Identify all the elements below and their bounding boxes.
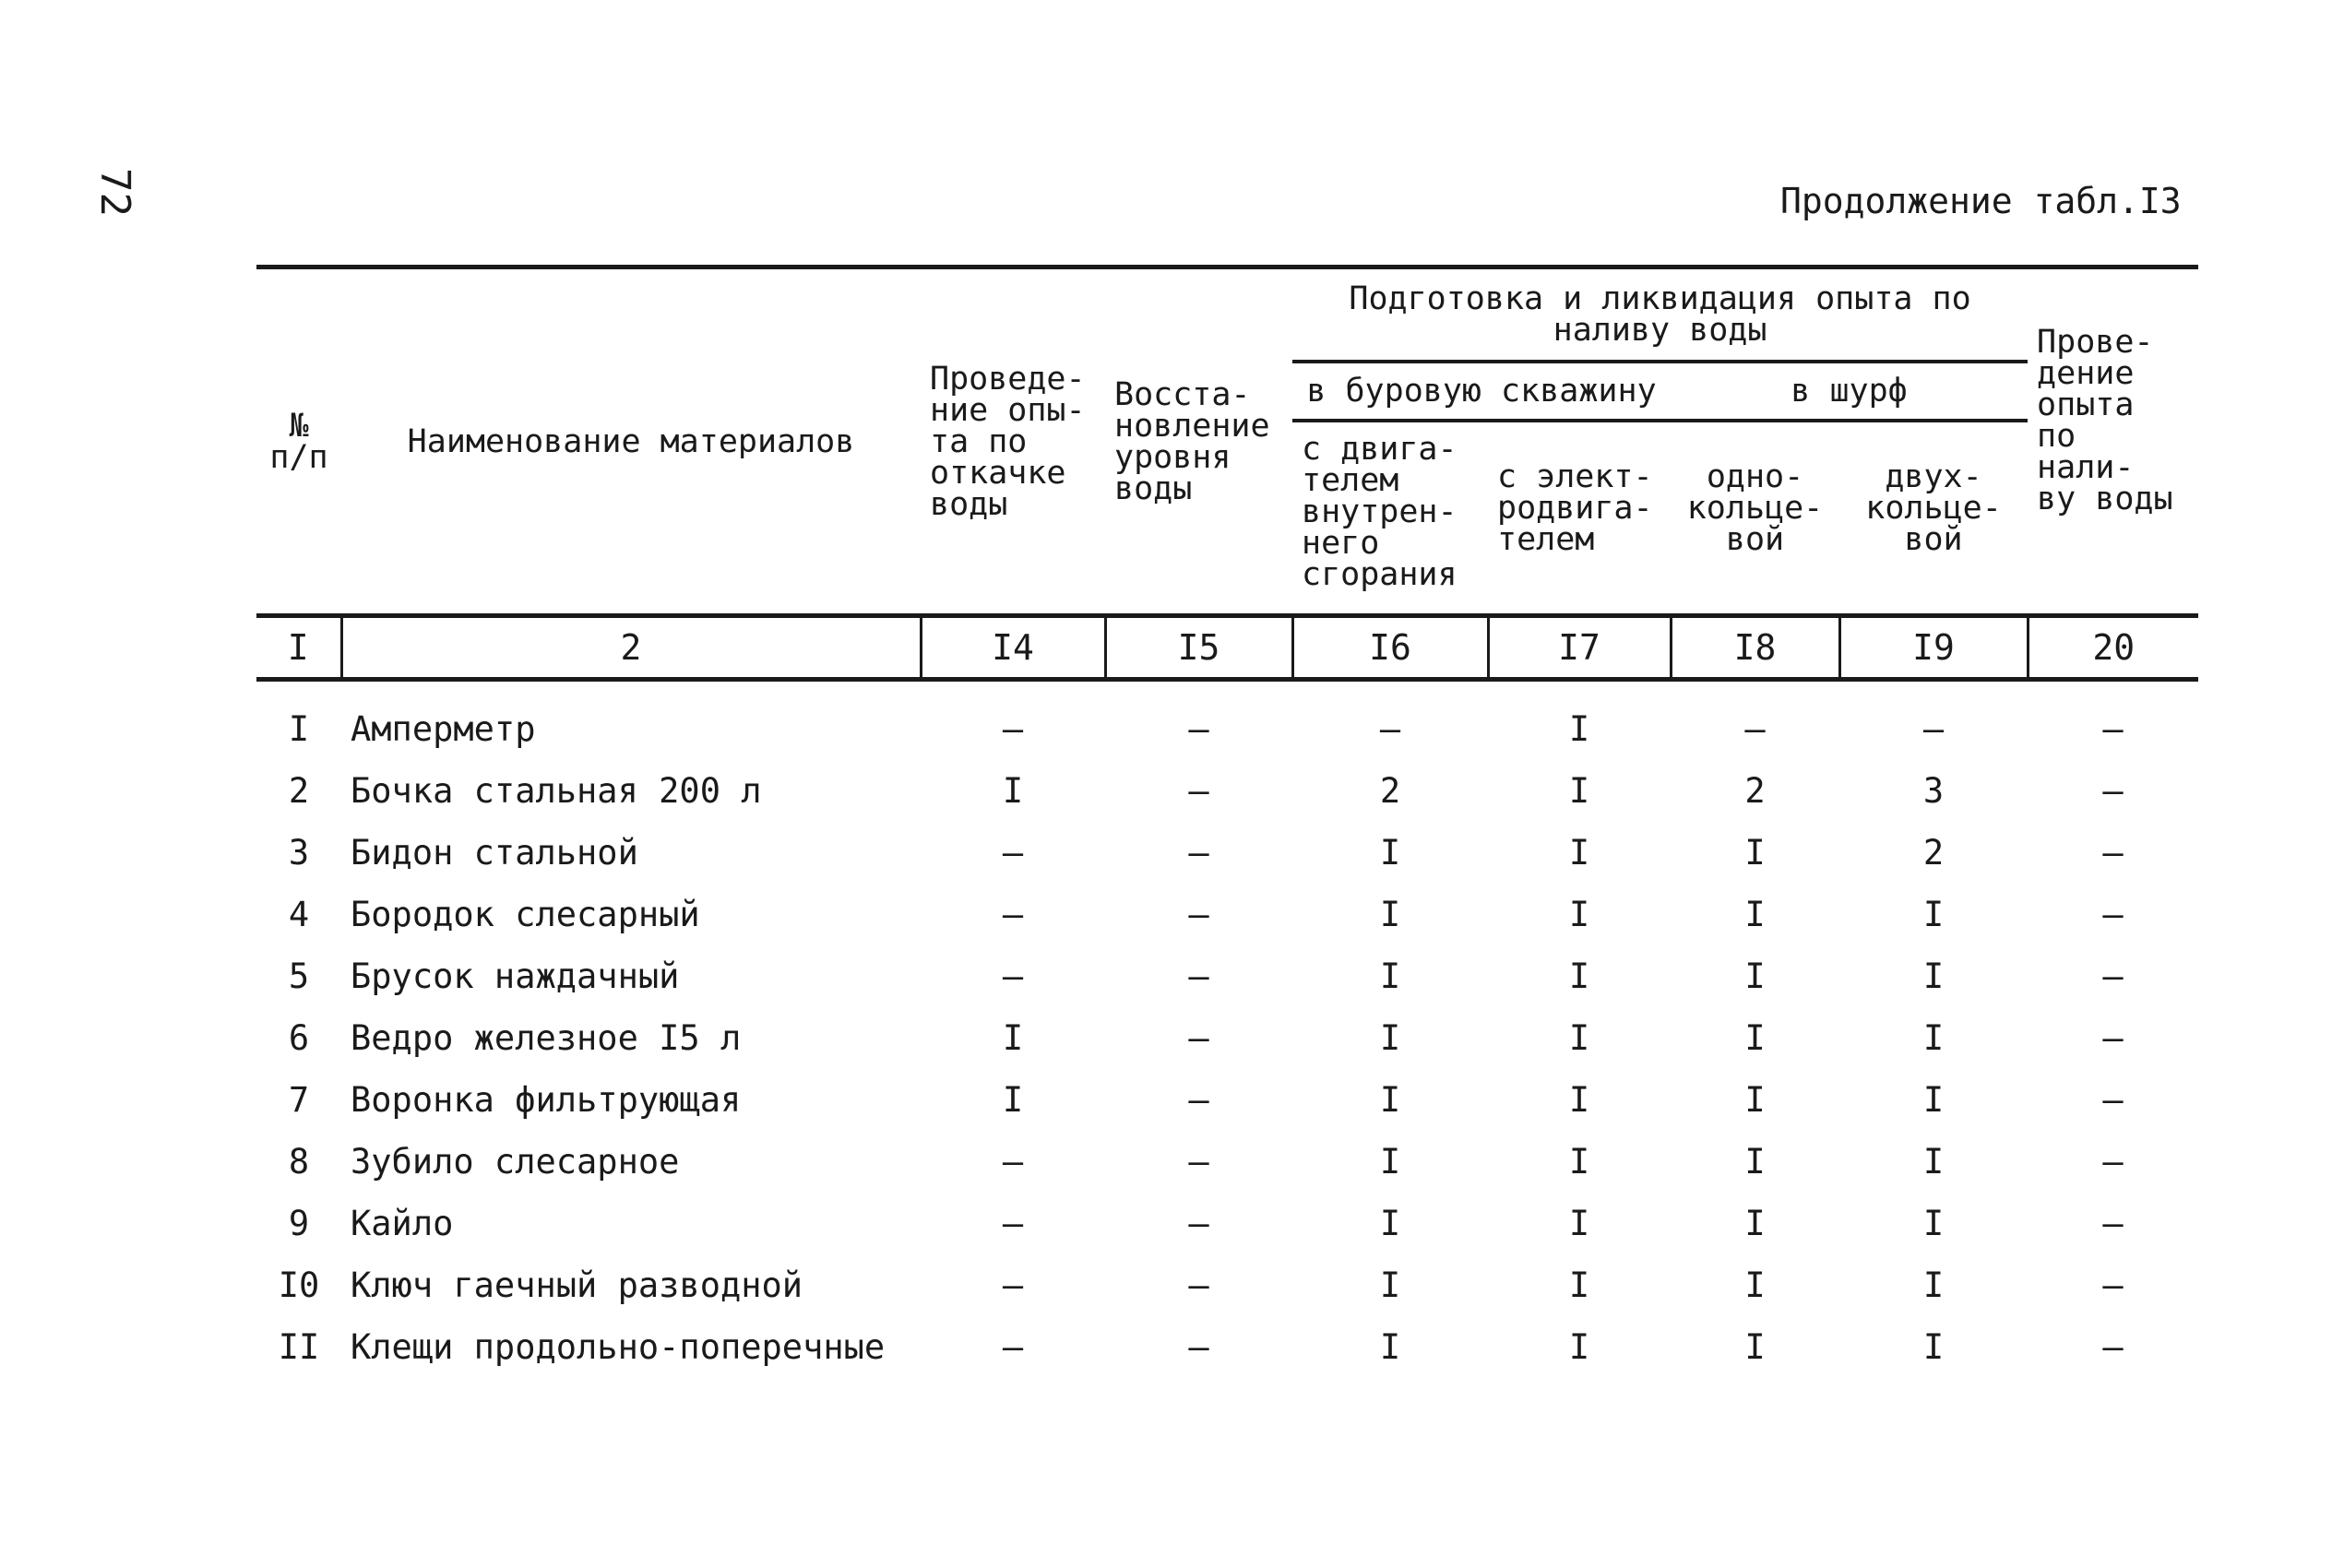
page-number: 72 [91, 168, 138, 217]
header-group-title: Подготовка и ликвидация опыта по наливу воды [1292, 267, 2028, 362]
row-number-cell: 8 [288, 1141, 310, 1182]
quantity-cell: – [2102, 1017, 2124, 1058]
quantity-cell: – [1002, 832, 1024, 873]
quantity-cell: I [1002, 1017, 1024, 1058]
table-row [256, 1254, 2198, 1316]
quantity-cell: – [1002, 894, 1024, 934]
row-number-cell: 9 [288, 1203, 310, 1243]
quantity-cell: I [1379, 1265, 1401, 1305]
quantity-cell: – [1188, 1141, 1209, 1182]
quantity-cell: I [1744, 894, 1766, 934]
material-name-cell: Бочка стальная 200 л [351, 770, 762, 811]
quantity-cell: 2 [1379, 770, 1401, 811]
empty-cell [1488, 1378, 1671, 1406]
quantity-cell: I [1002, 1079, 1024, 1120]
quantity-cell: I [1568, 770, 1590, 811]
quantity-cell: – [1188, 832, 1209, 873]
quantity-cell: – [2102, 1079, 2124, 1120]
column-number: I6 [1292, 616, 1488, 680]
header-col15: Восста- новление уровня воды [1105, 267, 1292, 616]
materials-table [256, 265, 2198, 1406]
column-number: I9 [1839, 616, 2028, 680]
empty-cell [1292, 1378, 1488, 1406]
table-row [256, 1316, 2198, 1378]
empty-cell [1105, 1378, 1292, 1406]
header-num: № п/п [256, 267, 341, 616]
material-name-cell: Клещи продольно-поперечные [351, 1326, 886, 1367]
row-number-cell: II [278, 1326, 320, 1367]
material-name-cell: Воронка фильтрующая [351, 1079, 742, 1120]
quantity-cell: – [1002, 1265, 1024, 1305]
empty-cell [2028, 1378, 2198, 1406]
material-name-cell: Ведро железное I5 л [351, 1017, 742, 1058]
row-number-cell: 4 [288, 894, 310, 934]
quantity-cell: – [2102, 1265, 2124, 1305]
quantity-cell: I [1922, 1141, 1945, 1182]
quantity-cell: 3 [1922, 770, 1945, 811]
quantity-cell: I [1744, 1326, 1766, 1367]
quantity-cell: I [1568, 832, 1590, 873]
column-number: I [256, 616, 341, 680]
quantity-cell: – [1002, 1326, 1024, 1367]
material-name-cell: Ключ гаечный разводной [351, 1265, 803, 1305]
quantity-cell: – [1188, 1326, 1209, 1367]
quantity-cell: – [1002, 1203, 1024, 1243]
quantity-cell: I [1922, 1079, 1945, 1120]
quantity-cell: I [1568, 1079, 1590, 1120]
quantity-cell: I [1922, 1017, 1945, 1058]
quantity-cell: I [1922, 1265, 1945, 1305]
quantity-cell: – [2102, 770, 2124, 811]
header-col16: с двига- телем внутрен- него сгорания [1302, 431, 1458, 593]
row-number-cell: 2 [288, 770, 310, 811]
quantity-cell: – [1188, 770, 1209, 811]
quantity-cell: I [1744, 1141, 1766, 1182]
empty-cell [256, 1378, 341, 1406]
quantity-cell: – [1744, 708, 1766, 749]
quantity-cell: I [1568, 956, 1590, 996]
quantity-cell: – [1379, 708, 1401, 749]
table-tail-row [256, 1378, 2198, 1406]
column-number: I8 [1671, 616, 1839, 680]
table-row [256, 680, 2198, 761]
quantity-cell: I [1568, 1265, 1590, 1305]
empty-cell [1839, 1378, 2028, 1406]
material-name-cell: Бородок слесарный [351, 894, 700, 934]
table-row [256, 1007, 2198, 1069]
row-number-cell: 6 [288, 1017, 310, 1058]
material-name-cell: Амперметр [351, 708, 536, 749]
header-subgroup-borehole: в буровую скважину [1292, 362, 1671, 421]
table-row [256, 884, 2198, 945]
quantity-cell: – [1188, 1203, 1209, 1243]
quantity-cell: I [1922, 956, 1945, 996]
header-name: Наименование материалов [341, 267, 921, 616]
quantity-cell: I [1379, 956, 1401, 996]
header-subgroup-pit: в шурф [1671, 362, 2028, 421]
quantity-cell: I [1568, 708, 1590, 749]
quantity-cell: I [1379, 1079, 1401, 1120]
quantity-cell: I [1744, 1079, 1766, 1120]
header-col18: одно- кольце- вой [1686, 458, 1824, 558]
table-row [256, 1131, 2198, 1193]
quantity-cell: – [1002, 956, 1024, 996]
quantity-cell: I [1568, 1326, 1590, 1367]
quantity-cell: I [1744, 956, 1766, 996]
table-body [256, 680, 2198, 1407]
column-numbers-row [256, 616, 2198, 680]
quantity-cell: – [1188, 1017, 1209, 1058]
quantity-cell: 2 [1922, 832, 1945, 873]
quantity-cell: I [1379, 1203, 1401, 1243]
header-col17: с элект- родвига- телем [1497, 458, 1653, 558]
material-name-cell: Кайло [351, 1203, 454, 1243]
quantity-cell: – [1002, 1141, 1024, 1182]
row-number-cell: 5 [288, 956, 310, 996]
quantity-cell: I [1744, 1265, 1766, 1305]
column-number: I7 [1488, 616, 1671, 680]
row-number-cell: I0 [278, 1265, 320, 1305]
quantity-cell: I [1744, 1017, 1766, 1058]
table-row [256, 1193, 2198, 1254]
header-col20: Прове- дение опыта по нали- ву воды [2028, 267, 2198, 616]
quantity-cell: I [1744, 1203, 1766, 1243]
column-number: 2 [341, 616, 921, 680]
quantity-cell: – [1922, 708, 1945, 749]
quantity-cell: I [1568, 894, 1590, 934]
header-col14: Проведе- ние опы- та по откачке воды [921, 267, 1105, 616]
table-row [256, 1069, 2198, 1131]
material-name-cell: Зубило слесарное [351, 1141, 680, 1182]
quantity-cell: I [1568, 1203, 1590, 1243]
quantity-cell: I [1379, 1141, 1401, 1182]
quantity-cell: I [1922, 1203, 1945, 1243]
table-row [256, 760, 2198, 822]
quantity-cell: I [1379, 1017, 1401, 1058]
quantity-cell: I [1744, 832, 1766, 873]
quantity-cell: – [1188, 956, 1209, 996]
quantity-cell: 2 [1744, 770, 1766, 811]
quantity-cell: – [1188, 1265, 1209, 1305]
material-name-cell: Брусок наждачный [351, 956, 680, 996]
quantity-cell: I [1568, 1017, 1590, 1058]
header-col19: двух- кольце- вой [1865, 458, 2002, 558]
table-row [256, 822, 2198, 884]
quantity-cell: – [2102, 956, 2124, 996]
quantity-cell: – [1188, 708, 1209, 749]
row-number-cell: 3 [288, 832, 310, 873]
row-number-cell: 7 [288, 1079, 310, 1120]
quantity-cell: – [2102, 1141, 2124, 1182]
quantity-cell: – [2102, 894, 2124, 934]
column-number: I4 [921, 616, 1105, 680]
quantity-cell: I [1922, 1326, 1945, 1367]
quantity-cell: I [1379, 832, 1401, 873]
empty-cell [921, 1378, 1105, 1406]
quantity-cell: I [1002, 770, 1024, 811]
column-number: 20 [2028, 616, 2198, 680]
quantity-cell: I [1922, 894, 1945, 934]
quantity-cell: – [2102, 708, 2124, 749]
quantity-cell: – [2102, 1326, 2124, 1367]
quantity-cell: I [1379, 1326, 1401, 1367]
quantity-cell: – [1188, 1079, 1209, 1120]
quantity-cell: – [2102, 832, 2124, 873]
quantity-cell: – [1188, 894, 1209, 934]
row-number-cell: I [288, 708, 310, 749]
table-header [256, 267, 2198, 680]
quantity-cell: – [2102, 1203, 2124, 1243]
material-name-cell: Бидон стальной [351, 832, 638, 873]
quantity-cell: I [1568, 1141, 1590, 1182]
table-row [256, 945, 2198, 1007]
empty-cell [341, 1378, 921, 1406]
empty-cell [1671, 1378, 1839, 1406]
quantity-cell: – [1002, 708, 1024, 749]
column-number: I5 [1105, 616, 1292, 680]
quantity-cell: I [1379, 894, 1401, 934]
table-continuation-title: Продолжение табл.I3 [1780, 181, 2182, 221]
